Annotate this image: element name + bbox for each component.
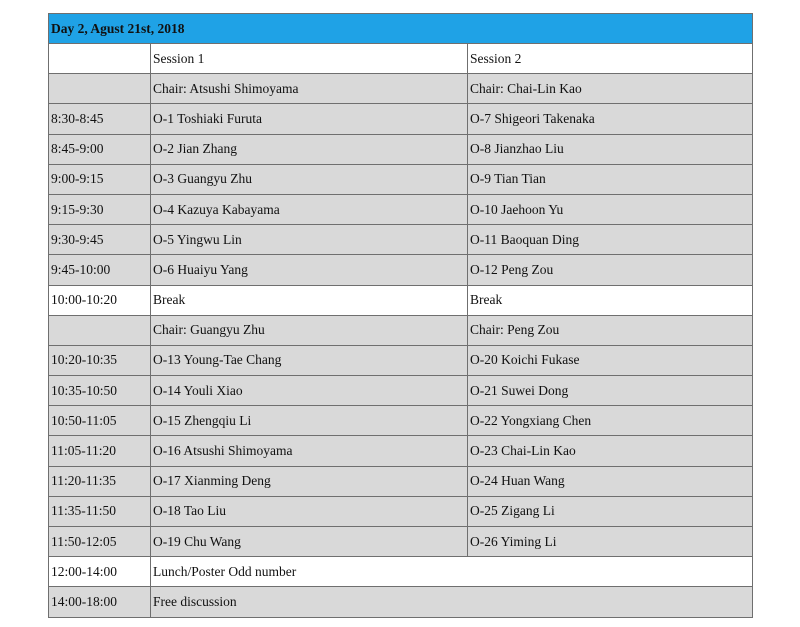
table-row <box>49 225 753 255</box>
table-row <box>49 164 753 194</box>
table-row <box>49 587 753 617</box>
table-row <box>49 74 753 104</box>
session-1-cell: Break <box>151 285 468 315</box>
schedule-body <box>49 14 753 618</box>
session-1-cell: O-3 Guangyu Zhu <box>151 164 468 194</box>
session-1-cell: Chair: Atsushi Shimoyama <box>151 74 468 104</box>
session-1-cell: O-1 Toshiaki Furuta <box>151 104 468 134</box>
session-2-cell: O-25 Zigang Li <box>468 496 753 526</box>
time-cell: 12:00-14:00 <box>49 557 151 587</box>
session-1-cell: O-15 Zhengqiu Li <box>151 406 468 436</box>
table-row <box>49 406 753 436</box>
merged-session-cell: Free discussion <box>151 587 753 617</box>
time-cell: 10:50-11:05 <box>49 406 151 436</box>
table-row <box>49 527 753 557</box>
session-2-cell: O-23 Chai-Lin Kao <box>468 436 753 466</box>
table-row <box>49 466 753 496</box>
time-cell: 9:15-9:30 <box>49 194 151 224</box>
header-row <box>49 44 753 74</box>
table-row <box>49 436 753 466</box>
time-cell: 9:45-10:00 <box>49 255 151 285</box>
table-row <box>49 315 753 345</box>
session-2-cell: O-7 Shigeori Takenaka <box>468 104 753 134</box>
session-1-cell: O-19 Chu Wang <box>151 527 468 557</box>
day-title: Day 2, Agust 21st, 2018 <box>49 14 753 44</box>
session-1-cell: Chair: Guangyu Zhu <box>151 315 468 345</box>
schedule-table <box>48 13 753 618</box>
time-cell: 11:05-11:20 <box>49 436 151 466</box>
table-row <box>49 557 753 587</box>
session-2-cell: O-26 Yiming Li <box>468 527 753 557</box>
session-1-cell: O-6 Huaiyu Yang <box>151 255 468 285</box>
header-time <box>49 44 151 74</box>
session-1-cell: O-17 Xianming Deng <box>151 466 468 496</box>
session-2-cell: O-11 Baoquan Ding <box>468 225 753 255</box>
time-cell: 10:00-10:20 <box>49 285 151 315</box>
session-2-cell: O-21 Suwei Dong <box>468 376 753 406</box>
header-session-1: Session 1 <box>151 44 468 74</box>
session-1-cell: O-14 Youli Xiao <box>151 376 468 406</box>
table-row <box>49 255 753 285</box>
session-1-cell: O-2 Jian Zhang <box>151 134 468 164</box>
time-cell: 11:50-12:05 <box>49 527 151 557</box>
session-2-cell: Chair: Peng Zou <box>468 315 753 345</box>
table-row <box>49 345 753 375</box>
title-row <box>49 14 753 44</box>
table-row <box>49 496 753 526</box>
time-cell: 11:35-11:50 <box>49 496 151 526</box>
table-row <box>49 285 753 315</box>
table-row <box>49 376 753 406</box>
session-2-cell: Break <box>468 285 753 315</box>
session-2-cell: O-10 Jaehoon Yu <box>468 194 753 224</box>
table-row <box>49 134 753 164</box>
session-2-cell: Chair: Chai-Lin Kao <box>468 74 753 104</box>
time-cell <box>49 315 151 345</box>
time-cell: 11:20-11:35 <box>49 466 151 496</box>
merged-session-cell: Lunch/Poster Odd number <box>151 557 753 587</box>
session-2-cell: O-9 Tian Tian <box>468 164 753 194</box>
session-2-cell: O-12 Peng Zou <box>468 255 753 285</box>
time-cell: 10:20-10:35 <box>49 345 151 375</box>
session-2-cell: O-20 Koichi Fukase <box>468 345 753 375</box>
time-cell: 14:00-18:00 <box>49 587 151 617</box>
session-1-cell: O-18 Tao Liu <box>151 496 468 526</box>
session-2-cell: O-22 Yongxiang Chen <box>468 406 753 436</box>
session-1-cell: O-13 Young-Tae Chang <box>151 345 468 375</box>
time-cell: 8:45-9:00 <box>49 134 151 164</box>
session-2-cell: O-8 Jianzhao Liu <box>468 134 753 164</box>
session-1-cell: O-4 Kazuya Kabayama <box>151 194 468 224</box>
table-row <box>49 104 753 134</box>
session-2-cell: O-24 Huan Wang <box>468 466 753 496</box>
header-session-2: Session 2 <box>468 44 753 74</box>
table-row <box>49 194 753 224</box>
time-cell <box>49 74 151 104</box>
session-1-cell: O-5 Yingwu Lin <box>151 225 468 255</box>
time-cell: 9:30-9:45 <box>49 225 151 255</box>
time-cell: 9:00-9:15 <box>49 164 151 194</box>
session-1-cell: O-16 Atsushi Shimoyama <box>151 436 468 466</box>
time-cell: 8:30-8:45 <box>49 104 151 134</box>
time-cell: 10:35-10:50 <box>49 376 151 406</box>
